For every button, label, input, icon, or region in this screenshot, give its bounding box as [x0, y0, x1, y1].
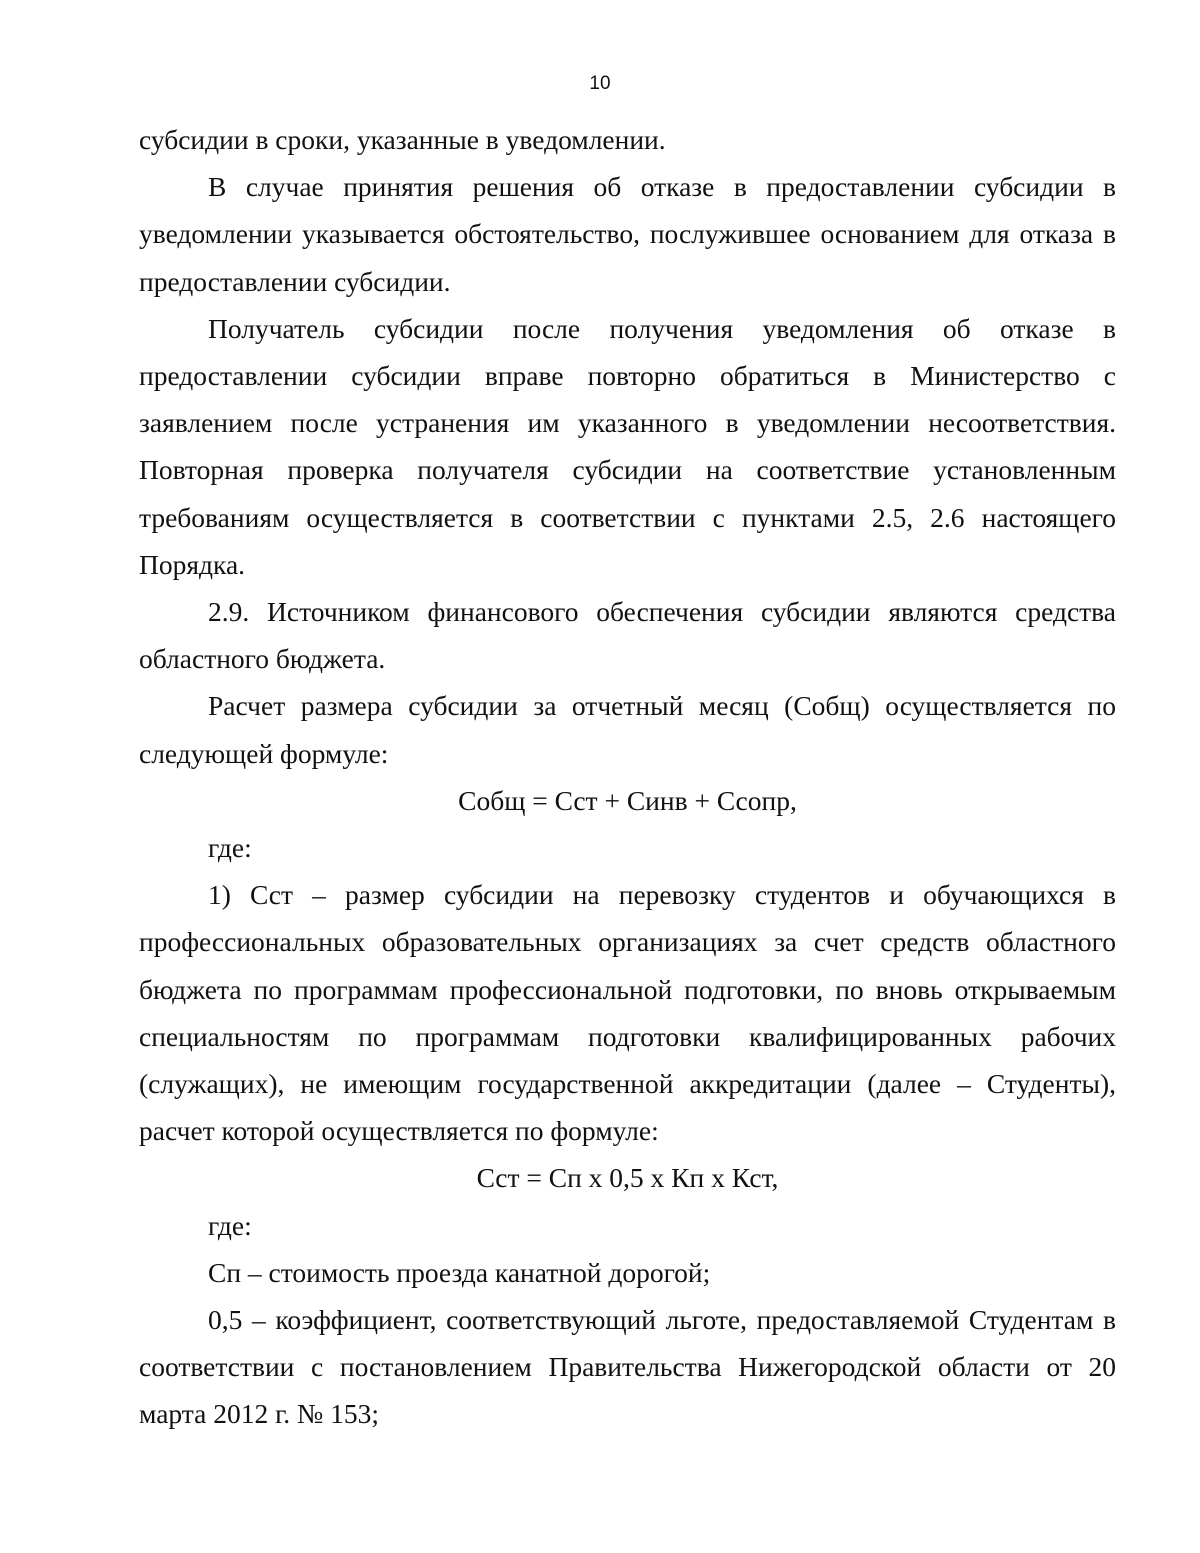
- paragraph-continuation: субсидии в сроки, указанные в уведомлении.: [139, 124, 666, 155]
- paragraph-calculation-intro: Расчет размера субсидии за отчетный месяц (Собщ) осуществляется по следующей формуле:: [139, 690, 1116, 769]
- definition-cp: Сп – стоимость проезда канатной дорогой;: [208, 1256, 711, 1288]
- paragraph-refusal-notice: В случае принятия решения об отказе в предоставлении субсидии в уведомлении указывается обстоятельство, послужившее основанием для отказа в предоставлении субсидии.: [139, 171, 1116, 297]
- definition-coefficient: 0,5 – коэффициент, соответствующий льготе, предоставляемой Студентам в соответствии с постановлением Правительства Нижегородской области от 20 марта 2012 г. № 153;: [139, 1304, 1116, 1430]
- paragraph-reapplication: Получатель субсидии после получения уведомления об отказе в предоставлении субсидии вправе повторно обратиться в Министерство с заявлением после устранения им указанного в уведомлении несоответствия. Повторная проверка получателя субсидии на соответствие установленным требованиям осуществляется в соответствии с пунктами 2.5, 2.6 настоящего Порядка.: [139, 312, 1116, 580]
- formula-total-subsidy: Собщ = Сст + Синв + Ссопр,: [458, 784, 797, 816]
- paragraph-student-subsidy: 1) Сст – размер субсидии на перевозку студентов и обучающихся в профессиональных образовательных организациях за счет средств областного бюджета по программам профессиональной подготовки, по вновь открываемым специальностям по программам подготовки квалифицированных рабочих (служащих), не имеющим государственной аккредитации (далее – Студенты), расчет которой осуществляется по формуле:: [139, 879, 1116, 1147]
- page-number: 10: [589, 73, 611, 94]
- where-label-2: где:: [208, 1209, 252, 1241]
- where-label: где:: [208, 832, 252, 864]
- paragraph-section-2-9: 2.9. Источником финансового обеспечения субсидии являются средства областного бюджета.: [139, 596, 1116, 675]
- document-body: [139, 116, 1116, 1438]
- formula-student-subsidy: Сст = Сп х 0,5 х Кп х Кст,: [476, 1162, 779, 1194]
